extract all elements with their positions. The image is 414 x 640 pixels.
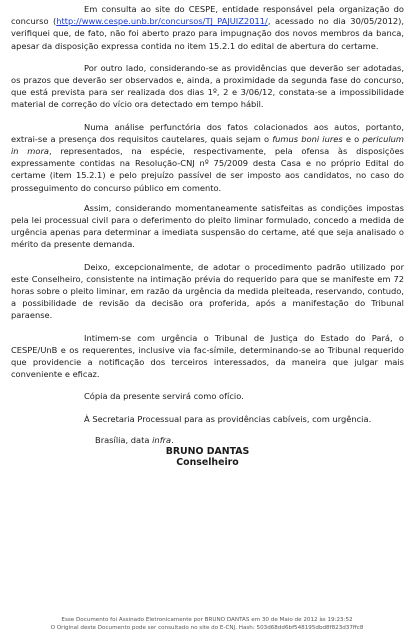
electronic-signature-footer — [0, 616, 414, 632]
paragraph-precautionary-requirements — [11, 121, 404, 194]
paragraph-secretariat: À Secretaria Processual para as providências cabíveis, com urgência. — [84, 413, 372, 424]
signer-name: BRUNO DANTAS — [165, 445, 250, 457]
paragraph-1-text-end: , acessado no dia 30/05/2012), verifiquei que, de fato, não foi aberto prazo para impugnação dos novos membros da banca, apesar da disposição expressa contida no item 15.2.1 do edital de abertura do certame. — [11, 16, 405, 51]
paragraph-1-text-start: Em consulta ao site do CESPE, entidade responsável pela organização do concurso ( — [11, 4, 404, 27]
place-date-line — [11, 435, 404, 446]
fumus-boni-iures-term: fumus boni iures — [272, 133, 343, 144]
footer-signed-line: Esse Documento foi Assinado Eletronicamente por BRUNO DANTAS em 30 de Maio de 2012 às 19:23:52 — [61, 617, 353, 623]
paragraph-3-text-c: , representados, na espécie, respectivamente, pela ofensa às disposições expressamente contidas na Resolução-CNJ nº 75/2009 desta Casa e no próprio Edital do certame (item 15.2.1) e pelo prejuízo passível de ser imposto aos candidatos, no caso do prosseguimento do concurso público em comento. — [11, 146, 404, 193]
paragraph-procedure-exception: Deixo, excepcionalmente, de adotar o procedimento padrão utilizado por este Conselheiro, consistente na intimação prévia do requerido para que se manifeste em 72 horas sobre o pleito liminar, em razão da urgência da medida pleiteada, reservando, contudo, a possibilidade de revisão da decisão ora proferida, após a manifestação do Tribunal paraense. — [11, 261, 404, 321]
paragraph-deadline-impossibility: Por outro lado, considerando-se as providências que deverão ser adotadas, os prazos que deverão ser observados e, ainda, a proximidade da segunda fase do concurso, que está prevista para ser realizada dos dias 1º, 2 e 3/06/12, constata-se a impossibilidade material de correção do vício ora detectado em tempo hábil. — [11, 62, 404, 110]
paragraph-copy-as-office: Cópia da presente servirá como ofício. — [84, 391, 244, 402]
periculum-in-mora-term: periculum in mora — [11, 133, 404, 157]
paragraph-summons: Intimem-se com urgência o Tribunal de Justiça do Estado do Pará, o CESPE/UnB e os requerentes, inclusive via fac-símile, determinando-se ao Tribunal requerido que providencie a notificação dos terceiros interessados, da maneira que julgar mais conveniente e eficaz. — [11, 332, 404, 380]
paragraph-3-text-b: e o — [342, 133, 363, 144]
paragraph-urgency-measure: Assim, considerando momentaneamente satisfeitas as condições impostas pela lei processual civil para o deferimento do pleito liminar formulado, concedo a medida de urgência apenas para determinar a imediata suspensão do certame, até que seja analisado o mérito da presente demanda. — [11, 202, 404, 250]
signer-role: Conselheiro — [176, 456, 239, 468]
footer-hash-line: O Original deste Documento pode ser consultado no site do E-CNJ. Hash: 503d68dd6bf548195dbd8f823d37ffc8 — [50, 625, 364, 631]
place-date-period: . — [171, 434, 174, 445]
signature-block — [11, 435, 404, 468]
place-date-text: Brasília, data — [95, 434, 153, 445]
place-date-infra: infra — [152, 434, 172, 445]
cespe-contest-link[interactable]: http://www.cespe.unb.br/concursos/TJ_PAJUIZ2011/ — [56, 16, 268, 27]
paragraph-3-text-a: Numa análise perfunctória dos fatos colacionados aos autos, portanto, extrai-se a presença dos requisitos cautelares, quais sejam o — [11, 121, 404, 144]
paragraph-cespe-consultation — [11, 3, 404, 52]
